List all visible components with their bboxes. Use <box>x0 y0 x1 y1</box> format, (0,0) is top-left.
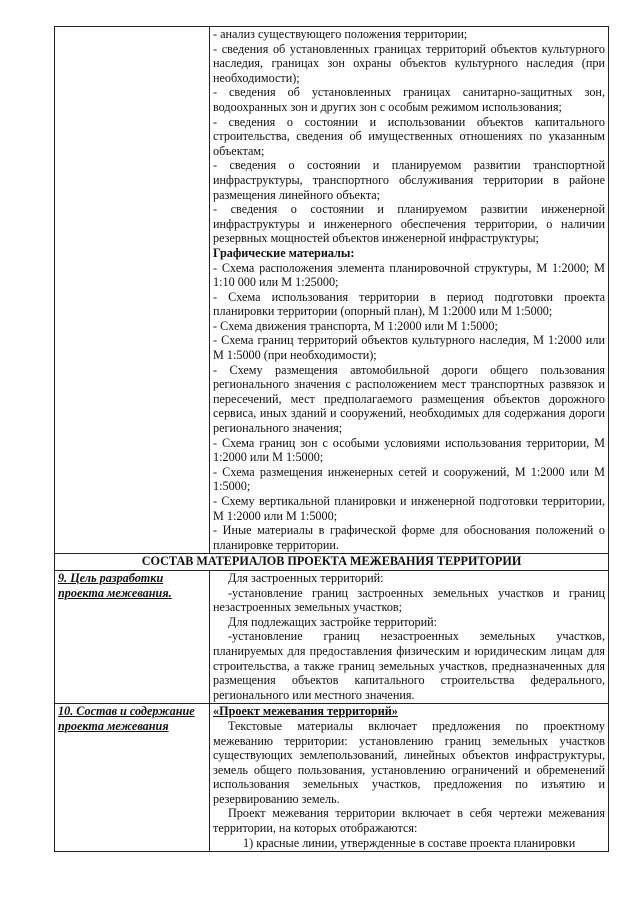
paragraph: 1) красные линии, утвержденные в составе проекта планировки <box>243 835 576 850</box>
empty-label-cell <box>55 27 210 554</box>
list-item: - сведения о состоянии и планируемом развитии транспортной инфраструктуры, транспортного обслуживания территории в районе размещения линейного объекта; <box>213 158 605 202</box>
paragraph: -установление границ застроенных земельных участков и границ незастроенных земельных участков; <box>213 585 605 615</box>
paragraph: -установление границ незастроенных земельных участков, планируемых для предоставления физическим и юридическим лицам для строительства, а также границ земельных участков, предназначенных для размещения объектов капитального строительства федерального, регионального или местного значения. <box>213 629 605 702</box>
list-item: - Схему вертикальной планировки и инженерной подготовки территории, М 1:2000 или М 1:5000; <box>213 494 605 523</box>
list-item: - Схема движения транспорта, М 1:2000 или М 1:5000; <box>213 318 498 333</box>
list-item: - Иные материалы в графической форме для обоснования положений о планировке территории. <box>213 523 605 552</box>
paragraph: Текстовые материалы включает предложения по проектному межеванию территории: установлению границ земельных участков существующих землепользований, линейных объектов инфраструктуры, земель общего пользования, установлению ограничений и обременений использования земельных участков, предложения по изъятию и резервированию земель. <box>213 718 605 806</box>
section-header: СОСТАВ МАТЕРИАЛОВ ПРОЕКТА МЕЖЕВАНИЯ ТЕРРИТОРИИ <box>55 554 609 571</box>
list-item: - сведения об установленных границах санитарно-защитных зон, водоохранных зон и других зон с особым режимом использования; <box>213 85 605 114</box>
list-item: - сведения о состоянии и использовании объектов капитального строительства, сведения об имущественных отношениях по указанным объектам; <box>213 114 605 158</box>
list-item: - Схема границ зон с особыми условиями использования территории, М 1:2000 или М 1:5000; <box>213 435 605 465</box>
row-label-purpose: 9. Цель разработки проекта межевания. <box>55 570 210 703</box>
table-row <box>55 554 609 571</box>
list-item: - Схема границ территорий объектов культурного наследия, М 1:2000 или М 1:5000 (при необходимости); <box>213 333 605 363</box>
list-item: - сведения о состоянии и планируемом развитии инженерной инфраструктуры и инженерного обеспечения территории, о наличии резервных мощностей объектов инженерной инфраструктуры; <box>213 202 605 246</box>
materials-list-cell <box>210 27 609 554</box>
list-item: - Схему размещения автомобильной дороги общего пользования регионального значения с расположением мест транспортных развязок и пересечений, мест предполагаемого размещения объектов дорожного сервиса, иных зданий и сооружений, необходимых для содержания дороги регионального значения; <box>213 362 605 436</box>
paragraph: Для застроенных территорий: <box>228 570 384 585</box>
list-item: - сведения об установленных границах территорий объектов культурного наследия, границах зон охраны объектов культурного наследия (при необходимости); <box>213 41 605 85</box>
purpose-content-cell <box>210 570 609 703</box>
row-label-composition: 10. Состав и содержание проекта межевания <box>55 704 210 852</box>
table-row <box>55 570 609 703</box>
table-row <box>55 27 609 554</box>
list-item: - Схема размещения инженерных сетей и сооружений, М 1:2000 или М 1:5000; <box>213 464 605 494</box>
list-item: - Схема использования территории в период подготовки проекта планировки территории (опорный план), М 1:2000 или М 1:5000; <box>213 289 605 319</box>
requirements-table <box>54 26 609 852</box>
table-row <box>55 704 609 852</box>
list-item: - анализ существующего положения территории; <box>213 27 468 41</box>
graphics-materials-title: Графические материалы: <box>213 245 355 260</box>
paragraph: Проект межевания территории включает в себя чертежи межевания территории, на которых отображаются: <box>213 806 605 836</box>
subsection-title: «Проект межевания территорий» <box>213 704 398 719</box>
composition-content-cell <box>210 704 609 852</box>
paragraph: Для подлежащих застройке территорий: <box>228 614 438 629</box>
list-item: - Схема расположения элемента планировочной структуры, М 1:2000; М 1:10 000 или М 1:25000; <box>213 260 605 290</box>
